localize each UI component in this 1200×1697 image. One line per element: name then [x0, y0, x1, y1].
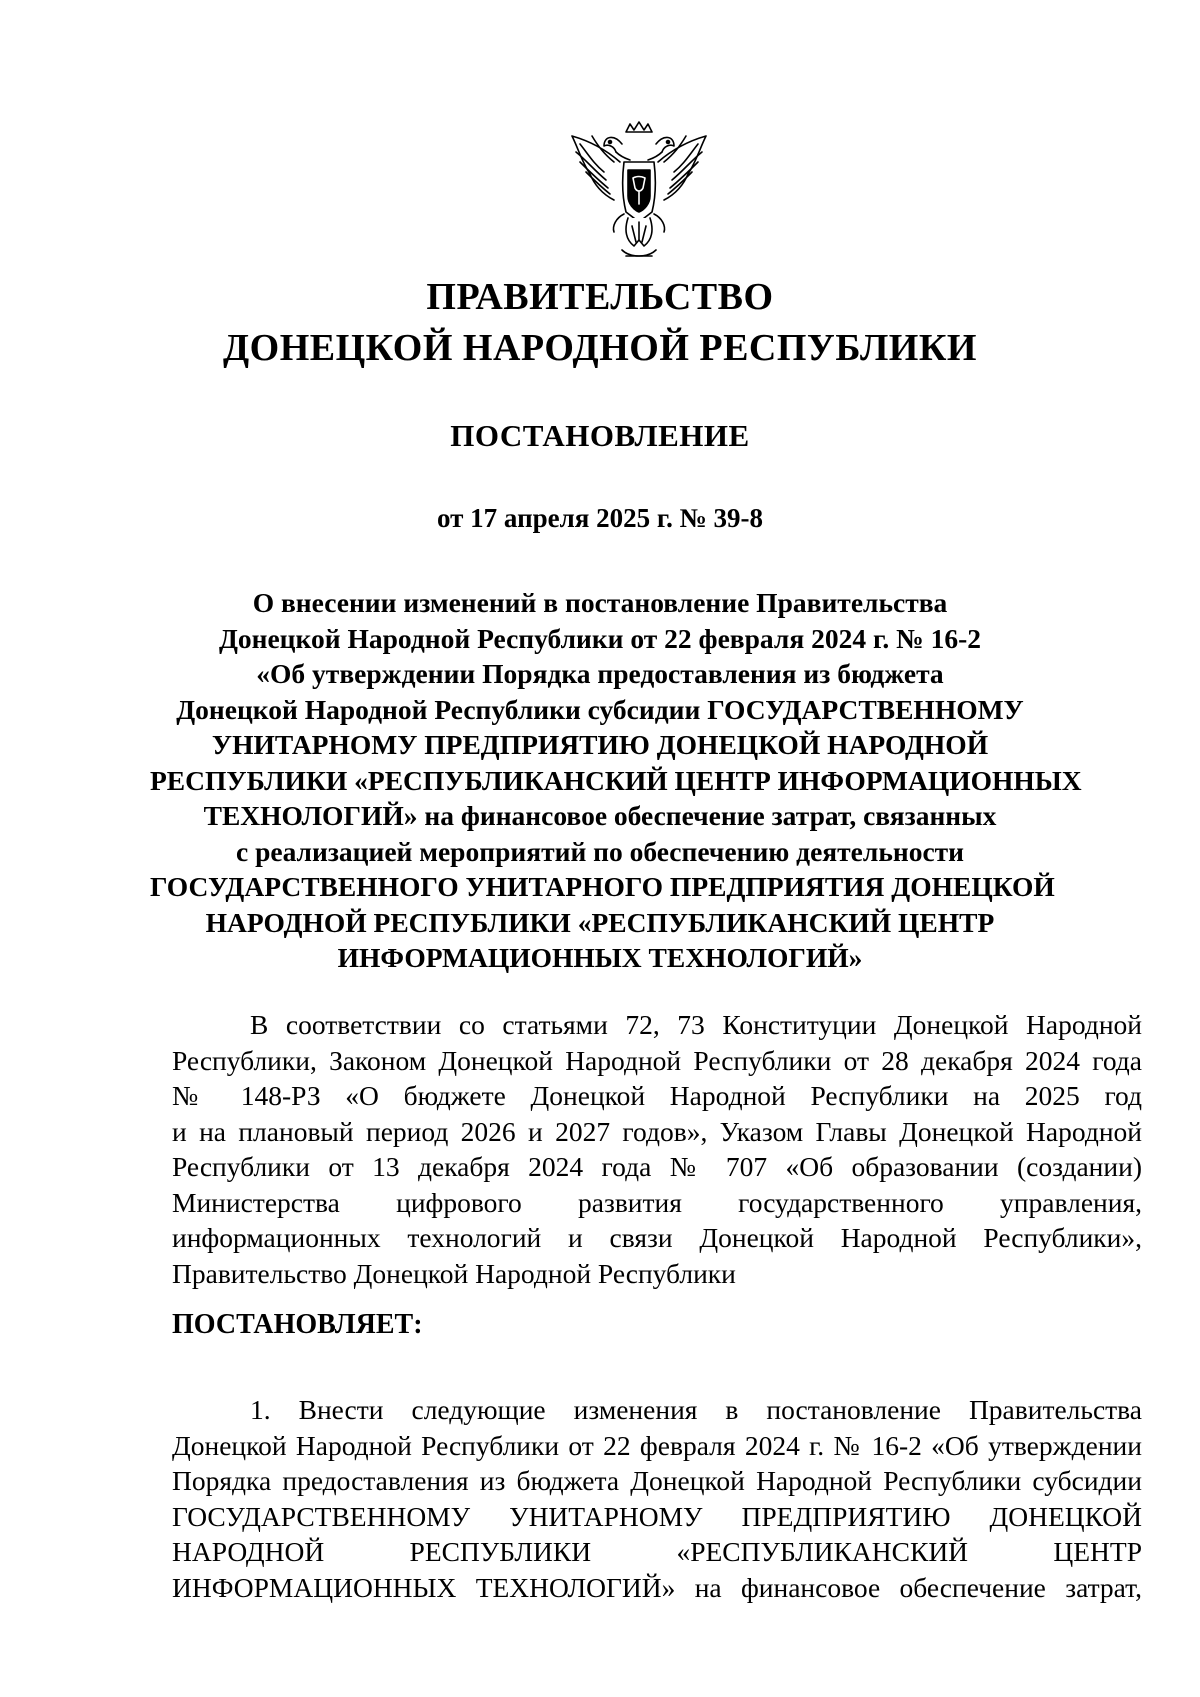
org-name-line-2: ДОНЕЦКОЙ НАРОДНОЙ РЕСПУБЛИКИ [223, 327, 977, 369]
title-line: «Об утверждении Порядка предоставления из бюджета [256, 658, 944, 689]
title-line: Донецкой Народной Республики от 22 февраля 2024 г. № 16-2 [218, 622, 982, 654]
preamble-line: Правительство Донецкой Народной Республики [172, 1257, 736, 1289]
item-1-paragraph [172, 1392, 1142, 1605]
title-line: УНИТАРНОМУ ПРЕДПРИЯТИЮ ДОНЕЦКОЙ НАРОДНОЙ [211, 729, 989, 760]
preamble-line: информационных технологий и связи Донецкой Народной Республики», [172, 1222, 1142, 1253]
preamble-line: № 148-РЗ «О бюджете Донецкой Народной Республики на 2025 год [172, 1080, 1142, 1111]
title-line: РЕСПУБЛИКИ «РЕСПУБЛИКАНСКИЙ ЦЕНТР ИНФОРМАЦИОННЫХ [150, 764, 1082, 796]
org-name-line-1: ПРАВИТЕЛЬСТВО [426, 276, 774, 318]
item-1-line: Порядка предоставления из бюджета Донецкой Народной Республики субсидии [172, 1465, 1142, 1496]
preamble-line: и на плановый период 2026 и 2027 годов», Указом Главы Донецкой Народной [172, 1115, 1142, 1147]
title-line: с реализацией мероприятий по обеспечению деятельности [235, 835, 965, 867]
document-date-number: от 17 апреля 2025 г. № 39-8 [437, 503, 763, 533]
preamble-line: Министерства цифрового развития государственного управления, [172, 1186, 1142, 1218]
title-line: ГОСУДАРСТВЕННОГО УНИТАРНОГО ПРЕДПРИЯТИЯ ДОНЕЦКОЙ [150, 871, 1055, 902]
preamble-line: Республики от 13 декабря 2024 года № 707 «Об образовании (создании) [172, 1151, 1142, 1182]
title-line: ТЕХНОЛОГИЙ» на финансовое обеспечение затрат, связанных [203, 800, 997, 831]
preamble-line: Республики, Законом Донецкой Народной Республики от 28 декабря 2024 года [172, 1044, 1142, 1076]
item-1-line: ГОСУДАРСТВЕННОМУ УНИТАРНОМУ ПРЕДПРИЯТИЮ ДОНЕЦКОЙ [172, 1500, 1142, 1532]
item-1-line: Донецкой Народной Республики от 22 февраля 2024 г. № 16-2 «Об утверждении [172, 1429, 1142, 1461]
item-1-line: 1. Внести следующие изменения в постановление Правительства [250, 1394, 1142, 1425]
title-line: НАРОДНОЙ РЕСПУБЛИКИ «РЕСПУБЛИКАНСКИЙ ЦЕНТР [205, 906, 995, 938]
title-line: О внесении изменений в постановление Правительства [252, 587, 948, 618]
document-title [150, 585, 1082, 976]
item-1-line: ИНФОРМАЦИОННЫХ ТЕХНОЛОГИЙ» на финансовое обеспечение затрат, [172, 1571, 1142, 1603]
preamble-line: В соответствии со статьями 72, 73 Конституции Донецкой Народной [250, 1009, 1142, 1040]
title-line: Донецкой Народной Республики субсидии ГОСУДАРСТВЕННОМУ [176, 693, 1024, 725]
coat-of-arms-emblem-icon [564, 118, 714, 268]
preamble-paragraph [172, 1007, 1142, 1291]
decree-word: ПОСТАНОВЛЯЕТ: [172, 1309, 423, 1340]
title-line: ИНФОРМАЦИОННЫХ ТЕХНОЛОГИЙ» [337, 942, 863, 973]
item-1-line: НАРОДНОЙ РЕСПУБЛИКИ «РЕСПУБЛИКАНСКИЙ ЦЕНТР [172, 1536, 1142, 1567]
document-type: ПОСТАНОВЛЕНИЕ [450, 418, 750, 453]
